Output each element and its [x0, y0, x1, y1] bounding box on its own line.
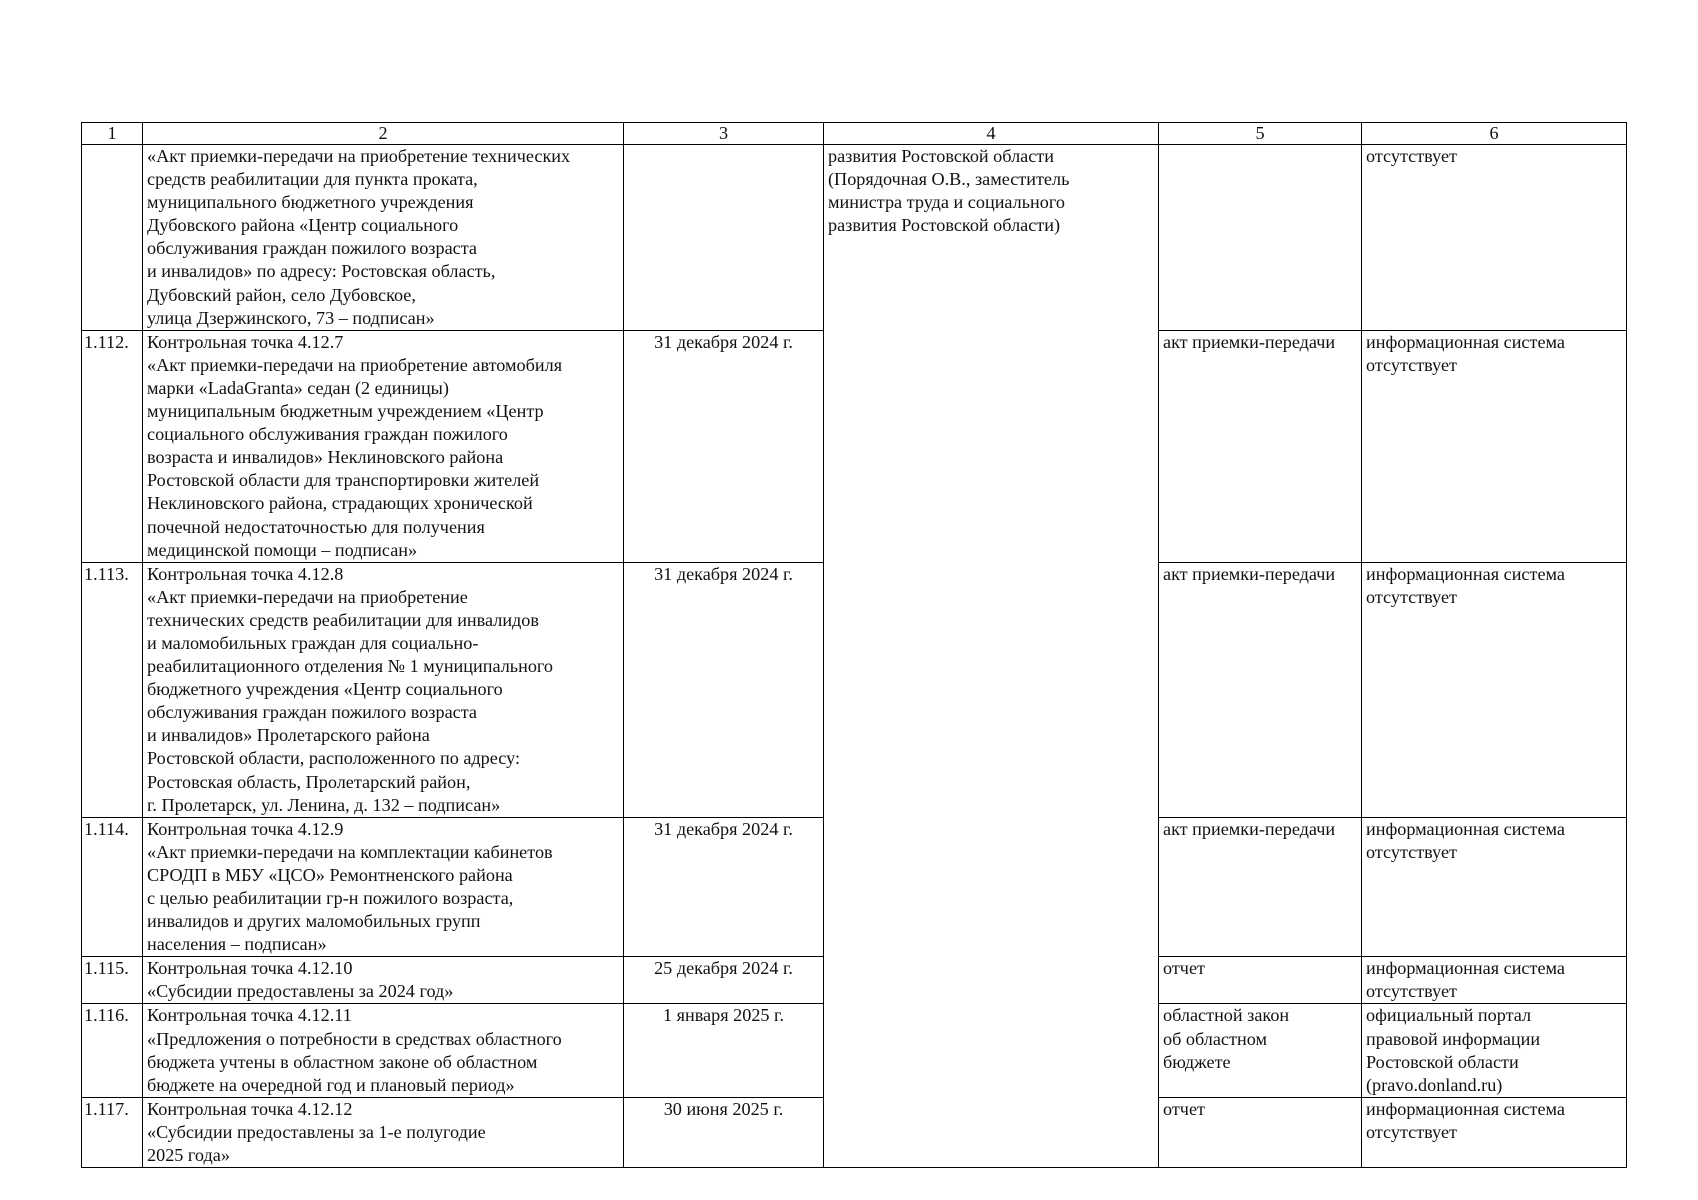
row-information-system: информационная система отсутствует: [1362, 817, 1627, 957]
table-row: [82, 145, 1627, 331]
row-description: Контрольная точка 4.12.12 «Субсидии предоставлены за 1-е полугодие 2025 года»: [143, 1097, 624, 1167]
row-document-type: [1159, 145, 1362, 331]
row-number: 1.113.: [82, 562, 143, 817]
row-number: [82, 145, 143, 331]
row-document-type: отчет: [1159, 1097, 1362, 1167]
row-number: 1.117.: [82, 1097, 143, 1167]
row-number: 1.116.: [82, 1004, 143, 1097]
row-date: 31 декабря 2024 г.: [624, 562, 824, 817]
row-date: [624, 145, 824, 331]
row-description: Контрольная точка 4.12.8 «Акт приемки-передачи на приобретение технических средств реабилитации для инвалидов и маломобильных граждан для социально- реабилитационного отделения № 1 муниципального бюджетного учреждения «Центр социального обслуживания граждан пожилого возраста и инвалидов» Пролетарского района Ростовской области, расположенного по адресу: Ростовская область, Пролетарский район, г. Пролетарск, ул. Ленина, д. 132 – подписан»: [143, 562, 624, 817]
control-points-table: [81, 122, 1627, 1168]
row-information-system: информационная система отсутствует: [1362, 957, 1627, 1004]
table-header-row: [82, 123, 1627, 145]
column-header: 4: [824, 123, 1159, 145]
row-information-system: отсутствует: [1362, 145, 1627, 331]
row-document-type: акт приемки-передачи: [1159, 817, 1362, 957]
column-header: 1: [82, 123, 143, 145]
row-information-system: информационная система отсутствует: [1362, 330, 1627, 562]
row-document-type: отчет: [1159, 957, 1362, 1004]
row-description: Контрольная точка 4.12.10 «Субсидии предоставлены за 2024 год»: [143, 957, 624, 1004]
column-header: 6: [1362, 123, 1627, 145]
responsible-executor: развития Ростовской области (Порядочная О.В., заместитель министра труда и социального развития Ростовской области): [824, 145, 1159, 1168]
row-description: «Акт приемки-передачи на приобретение технических средств реабилитации для пункта проката, муниципального бюджетного учреждения Дубовского района «Центр социального обслуживания граждан пожилого возраста и инвалидов» по адресу: Ростовская область, Дубовский район, село Дубовское, улица Дзержинского, 73 – подписан»: [143, 145, 624, 331]
row-description: Контрольная точка 4.12.7 «Акт приемки-передачи на приобретение автомобиля марки «LadaGranta» седан (2 единицы) муниципальным бюджетным учреждением «Центр социального обслуживания граждан пожилого возраста и инвалидов» Неклиновского района Ростовской области для транспортировки жителей Неклиновского района, страдающих хронической почечной недостаточностью для получения медицинской помощи – подписан»: [143, 330, 624, 562]
document-page: [81, 122, 1627, 1168]
row-information-system: информационная система отсутствует: [1362, 562, 1627, 817]
row-description: Контрольная точка 4.12.9 «Акт приемки-передачи на комплектации кабинетов СРОДП в МБУ «ЦСО» Ремонтненского района с целью реабилитации гр-н пожилого возраста, инвалидов и других маломобильных групп населения – подписан»: [143, 817, 624, 957]
row-date: 30 июня 2025 г.: [624, 1097, 824, 1167]
row-information-system: официальный портал правовой информации Ростовской области (pravo.donland.ru): [1362, 1004, 1627, 1097]
column-header: 2: [143, 123, 624, 145]
row-document-type: областной закон об областном бюджете: [1159, 1004, 1362, 1097]
row-number: 1.114.: [82, 817, 143, 957]
row-date: 31 декабря 2024 г.: [624, 817, 824, 957]
row-date: 25 декабря 2024 г.: [624, 957, 824, 1004]
column-header: 5: [1159, 123, 1362, 145]
row-number: 1.115.: [82, 957, 143, 1004]
row-number: 1.112.: [82, 330, 143, 562]
row-information-system: информационная система отсутствует: [1362, 1097, 1627, 1167]
row-document-type: акт приемки-передачи: [1159, 330, 1362, 562]
row-date: 31 декабря 2024 г.: [624, 330, 824, 562]
row-document-type: акт приемки-передачи: [1159, 562, 1362, 817]
row-date: 1 января 2025 г.: [624, 1004, 824, 1097]
row-description: Контрольная точка 4.12.11 «Предложения о потребности в средствах областного бюджета учтены в областном законе об областном бюджете на очередной год и плановый период»: [143, 1004, 624, 1097]
column-header: 3: [624, 123, 824, 145]
